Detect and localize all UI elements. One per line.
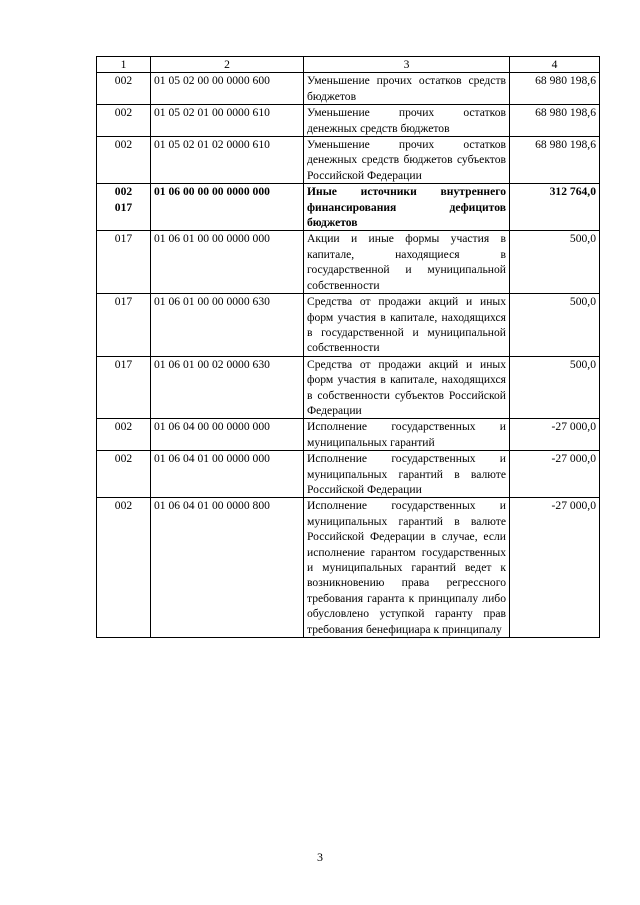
table-header (97, 57, 600, 73)
cell-amount: 500,0 (510, 356, 600, 419)
cell-classification-code: 01 06 01 00 02 0000 630 (151, 356, 304, 419)
header-col-3: 3 (304, 57, 510, 73)
cell-classification-code: 01 05 02 01 00 0000 610 (151, 105, 304, 137)
cell-source-name: Акции и иные формы участия в капитале, находящиеся в государственной и муниципальной собственности (304, 231, 510, 294)
header-row (97, 57, 600, 73)
cell-source-name: Уменьшение прочих остатков денежных средств бюджетов субъектов Российской Федерации (304, 137, 510, 184)
cell-amount: 500,0 (510, 294, 600, 357)
cell-admin-code (97, 137, 151, 184)
cell-source-name: Уменьшение прочих остатков денежных средств бюджетов (304, 105, 510, 137)
cell-admin-code (97, 356, 151, 419)
table-row (97, 137, 600, 184)
admin-code-value: 017 (114, 232, 133, 246)
cell-classification-code: 01 06 00 00 00 0000 000 (151, 184, 304, 231)
admin-code-value: 002 (114, 452, 133, 466)
cell-amount: 68 980 198,6 (510, 137, 600, 184)
cell-admin-code (97, 105, 151, 137)
cell-admin-code (97, 498, 151, 638)
table-row (97, 105, 600, 137)
admin-code-value: 002 (114, 138, 133, 152)
table-row (97, 451, 600, 498)
admin-code-value: 002 (114, 185, 133, 199)
table-row (97, 356, 600, 419)
table-body (97, 73, 600, 638)
admin-code-value: 017 (114, 295, 133, 309)
cell-admin-code (97, 231, 151, 294)
cell-admin-code (97, 73, 151, 105)
cell-amount: 68 980 198,6 (510, 105, 600, 137)
table-row (97, 419, 600, 451)
table-row (97, 184, 600, 231)
header-col-4: 4 (510, 57, 600, 73)
cell-amount: 312 764,0 (510, 184, 600, 231)
cell-source-name: Средства от продажи акций и иных форм участия в капитале, находящихся в собственности субъектов Российской Федерации (304, 356, 510, 419)
table-row (97, 231, 600, 294)
table-row (97, 73, 600, 105)
cell-classification-code: 01 06 04 00 00 0000 000 (151, 419, 304, 451)
cell-classification-code: 01 05 02 01 02 0000 610 (151, 137, 304, 184)
cell-amount: -27 000,0 (510, 498, 600, 638)
cell-admin-code (97, 294, 151, 357)
cell-source-name: Исполнение государственных и муниципальных гарантий в валюте Российской Федерации в случае, если исполнение гарантом государственных и муниципальных гарантий ведет к возникновению права регрессного требования гаранта к принципалу либо обусловлено уступкой гаранту прав требования бенефициара к принципалу (304, 498, 510, 638)
cell-admin-code (97, 184, 151, 231)
header-col-2: 2 (151, 57, 304, 73)
cell-classification-code: 01 06 01 00 00 0000 630 (151, 294, 304, 357)
cell-admin-code (97, 419, 151, 451)
admin-code-value: 017 (114, 200, 133, 214)
cell-amount: 500,0 (510, 231, 600, 294)
admin-code-value: 002 (114, 420, 133, 434)
cell-admin-code (97, 451, 151, 498)
table-row (97, 498, 600, 638)
cell-source-name: Исполнение государственных и муниципальных гарантий (304, 419, 510, 451)
admin-code-value: 002 (114, 74, 133, 88)
cell-source-name: Средства от продажи акций и иных форм участия в капитале, находящихся в государственной и муниципальной собственности (304, 294, 510, 357)
cell-amount: -27 000,0 (510, 419, 600, 451)
admin-code-value: 002 (114, 499, 133, 513)
cell-amount: 68 980 198,6 (510, 73, 600, 105)
cell-classification-code: 01 06 01 00 00 0000 000 (151, 231, 304, 294)
cell-amount: -27 000,0 (510, 451, 600, 498)
cell-source-name: Исполнение государственных и муниципальных гарантий в валюте Российской Федерации (304, 451, 510, 498)
cell-classification-code: 01 06 04 01 00 0000 800 (151, 498, 304, 638)
page-number: 3 (317, 850, 323, 864)
cell-classification-code: 01 06 04 01 00 0000 000 (151, 451, 304, 498)
admin-code-value: 017 (114, 357, 133, 371)
cell-classification-code: 01 05 02 00 00 0000 600 (151, 73, 304, 105)
cell-source-name: Иные источники внутреннего финансирования дефицитов бюджетов (304, 184, 510, 231)
table-row (97, 294, 600, 357)
admin-code-value: 002 (114, 106, 133, 120)
cell-source-name: Уменьшение прочих остатков средств бюджетов (304, 73, 510, 105)
budget-sources-table (96, 56, 600, 638)
header-col-1: 1 (97, 57, 151, 73)
